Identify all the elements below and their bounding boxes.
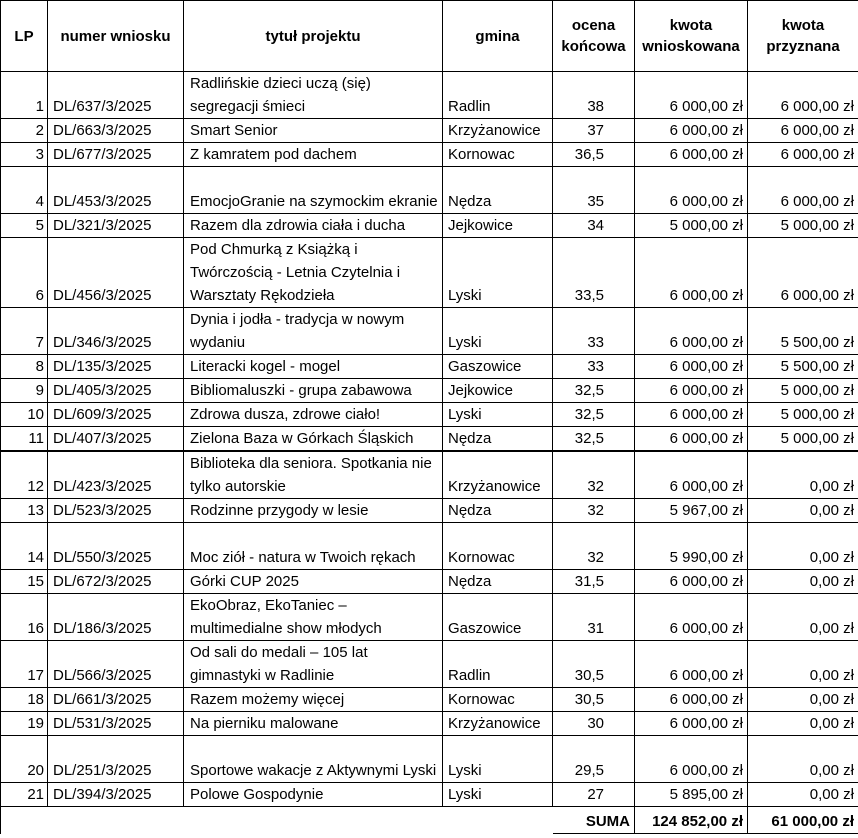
header-row <box>1 1 858 72</box>
row-title: Sportowe wakacje z Aktywnymi Lyski <box>184 736 443 783</box>
row-requested: 5 990,00 zł <box>635 523 748 570</box>
row-score: 30 <box>553 712 635 736</box>
row-title: Rodzinne przygody w lesie <box>184 499 443 523</box>
row-gmina: Jejkowice <box>443 379 553 403</box>
row-title: Razem dla zdrowia ciała i ducha <box>184 214 443 238</box>
row-number: DL/251/3/2025 <box>48 736 184 783</box>
row-score: 29,5 <box>553 736 635 783</box>
table-row <box>1 72 858 119</box>
table-row <box>1 355 858 379</box>
row-title: Biblioteka dla seniora. Spotkania nie tylko autorskie <box>184 451 443 499</box>
row-granted: 0,00 zł <box>748 451 858 499</box>
header-granted: kwota przyznana <box>748 1 858 72</box>
row-title: Zielona Baza w Górkach Śląskich <box>184 427 443 452</box>
row-title: EmocjoGranie na szymockim ekranie <box>184 167 443 214</box>
row-requested: 6 000,00 zł <box>635 570 748 594</box>
row-lp: 21 <box>1 783 48 807</box>
row-gmina: Nędza <box>443 167 553 214</box>
row-number: DL/661/3/2025 <box>48 688 184 712</box>
row-score: 27 <box>553 783 635 807</box>
row-granted: 0,00 zł <box>748 712 858 736</box>
row-requested: 6 000,00 zł <box>635 641 748 688</box>
row-gmina: Radlin <box>443 641 553 688</box>
row-number: DL/550/3/2025 <box>48 523 184 570</box>
row-number: DL/456/3/2025 <box>48 238 184 308</box>
row-lp: 5 <box>1 214 48 238</box>
row-title: EkoObraz, EkoTaniec – multimedialne show młodych <box>184 594 443 641</box>
row-granted: 0,00 zł <box>748 783 858 807</box>
row-number: DL/453/3/2025 <box>48 167 184 214</box>
row-requested: 6 000,00 zł <box>635 355 748 379</box>
row-requested: 5 000,00 zł <box>635 214 748 238</box>
row-score: 30,5 <box>553 688 635 712</box>
row-gmina: Krzyżanowice <box>443 119 553 143</box>
row-lp: 17 <box>1 641 48 688</box>
table-row <box>1 712 858 736</box>
row-title: Literacki kogel - mogel <box>184 355 443 379</box>
row-number: DL/186/3/2025 <box>48 594 184 641</box>
row-lp: 4 <box>1 167 48 214</box>
table-row <box>1 403 858 427</box>
row-lp: 19 <box>1 712 48 736</box>
row-gmina: Gaszowice <box>443 355 553 379</box>
row-requested: 6 000,00 zł <box>635 736 748 783</box>
row-granted: 5 000,00 zł <box>748 403 858 427</box>
row-requested: 5 967,00 zł <box>635 499 748 523</box>
row-number: DL/663/3/2025 <box>48 119 184 143</box>
header-lp: LP <box>1 1 48 72</box>
row-lp: 1 <box>1 72 48 119</box>
row-requested: 6 000,00 zł <box>635 119 748 143</box>
row-granted: 6 000,00 zł <box>748 119 858 143</box>
row-requested: 6 000,00 zł <box>635 594 748 641</box>
table-row <box>1 570 858 594</box>
summary-row <box>1 807 858 834</box>
row-score: 34 <box>553 214 635 238</box>
row-gmina: Kornowac <box>443 688 553 712</box>
table-row <box>1 783 858 807</box>
summary-granted: 61 000,00 zł <box>748 807 858 834</box>
row-score: 32 <box>553 523 635 570</box>
row-title: Moc ziół - natura w Twoich rękach <box>184 523 443 570</box>
row-gmina: Lyski <box>443 783 553 807</box>
header-score: ocena końcowa <box>553 1 635 72</box>
table-row <box>1 214 858 238</box>
row-requested: 6 000,00 zł <box>635 451 748 499</box>
row-number: DL/531/3/2025 <box>48 712 184 736</box>
table-row <box>1 427 858 452</box>
row-granted: 0,00 zł <box>748 594 858 641</box>
row-title: Z kamratem pod dachem <box>184 143 443 167</box>
row-granted: 0,00 zł <box>748 688 858 712</box>
row-lp: 14 <box>1 523 48 570</box>
row-granted: 5 500,00 zł <box>748 355 858 379</box>
table-row <box>1 167 858 214</box>
row-title: Radlińskie dzieci uczą (się) segregacji śmieci <box>184 72 443 119</box>
row-score: 37 <box>553 119 635 143</box>
row-lp: 12 <box>1 451 48 499</box>
row-title: Na pierniku malowane <box>184 712 443 736</box>
table-row <box>1 523 858 570</box>
row-title: Bibliomaluszki - grupa zabawowa <box>184 379 443 403</box>
row-gmina: Jejkowice <box>443 214 553 238</box>
row-granted: 6 000,00 zł <box>748 167 858 214</box>
row-number: DL/677/3/2025 <box>48 143 184 167</box>
row-requested: 6 000,00 zł <box>635 403 748 427</box>
row-granted: 6 000,00 zł <box>748 238 858 308</box>
row-title: Smart Senior <box>184 119 443 143</box>
row-number: DL/672/3/2025 <box>48 570 184 594</box>
row-score: 32 <box>553 451 635 499</box>
row-lp: 13 <box>1 499 48 523</box>
row-lp: 6 <box>1 238 48 308</box>
row-granted: 5 000,00 zł <box>748 214 858 238</box>
summary-label: SUMA <box>553 807 635 834</box>
row-granted: 0,00 zł <box>748 736 858 783</box>
row-title: Razem możemy więcej <box>184 688 443 712</box>
row-lp: 16 <box>1 594 48 641</box>
row-requested: 6 000,00 zł <box>635 688 748 712</box>
row-gmina: Krzyżanowice <box>443 451 553 499</box>
row-gmina: Kornowac <box>443 143 553 167</box>
header-number: numer wniosku <box>48 1 184 72</box>
row-gmina: Krzyżanowice <box>443 712 553 736</box>
row-requested: 6 000,00 zł <box>635 72 748 119</box>
table-row <box>1 641 858 688</box>
table-row <box>1 238 858 308</box>
row-title: Pod Chmurką z Książką i Twórczością - Letnia Czytelnia i Warsztaty Rękodzieła <box>184 238 443 308</box>
table-row <box>1 379 858 403</box>
row-lp: 11 <box>1 427 48 452</box>
row-gmina: Nędza <box>443 499 553 523</box>
row-granted: 5 000,00 zł <box>748 427 858 452</box>
row-score: 32,5 <box>553 427 635 452</box>
row-number: DL/346/3/2025 <box>48 308 184 355</box>
row-gmina: Lyski <box>443 736 553 783</box>
row-lp: 7 <box>1 308 48 355</box>
row-lp: 15 <box>1 570 48 594</box>
row-requested: 6 000,00 zł <box>635 379 748 403</box>
row-granted: 6 000,00 zł <box>748 72 858 119</box>
row-granted: 5 500,00 zł <box>748 308 858 355</box>
row-granted: 0,00 zł <box>748 523 858 570</box>
row-lp: 2 <box>1 119 48 143</box>
row-lp: 9 <box>1 379 48 403</box>
summary-requested: 124 852,00 zł <box>635 807 748 834</box>
row-score: 32,5 <box>553 403 635 427</box>
header-title: tytuł projektu <box>184 1 443 72</box>
table-row <box>1 308 858 355</box>
row-score: 33,5 <box>553 238 635 308</box>
row-number: DL/637/3/2025 <box>48 72 184 119</box>
row-requested: 6 000,00 zł <box>635 427 748 452</box>
row-gmina: Nędza <box>443 427 553 452</box>
row-title: Dynia i jodła - tradycja w nowym wydaniu <box>184 308 443 355</box>
header-requested: kwota wnioskowana <box>635 1 748 72</box>
row-number: DL/135/3/2025 <box>48 355 184 379</box>
row-score: 32,5 <box>553 379 635 403</box>
row-gmina: Lyski <box>443 403 553 427</box>
row-requested: 6 000,00 zł <box>635 143 748 167</box>
row-requested: 6 000,00 zł <box>635 167 748 214</box>
row-granted: 0,00 zł <box>748 641 858 688</box>
row-gmina: Radlin <box>443 72 553 119</box>
row-number: DL/405/3/2025 <box>48 379 184 403</box>
row-requested: 6 000,00 zł <box>635 238 748 308</box>
table-row <box>1 143 858 167</box>
row-lp: 10 <box>1 403 48 427</box>
row-requested: 6 000,00 zł <box>635 712 748 736</box>
row-gmina: Nędza <box>443 570 553 594</box>
row-title: Zdrowa dusza, zdrowe ciało! <box>184 403 443 427</box>
table-row <box>1 688 858 712</box>
table-row <box>1 119 858 143</box>
row-score: 36,5 <box>553 143 635 167</box>
row-title: Polowe Gospodynie <box>184 783 443 807</box>
row-score: 35 <box>553 167 635 214</box>
row-requested: 6 000,00 zł <box>635 308 748 355</box>
row-lp: 20 <box>1 736 48 783</box>
row-number: DL/566/3/2025 <box>48 641 184 688</box>
row-granted: 6 000,00 zł <box>748 143 858 167</box>
row-score: 38 <box>553 72 635 119</box>
row-title: Od sali do medali – 105 lat gimnastyki w Radlinie <box>184 641 443 688</box>
table-row <box>1 736 858 783</box>
row-requested: 5 895,00 zł <box>635 783 748 807</box>
row-granted: 0,00 zł <box>748 499 858 523</box>
row-number: DL/609/3/2025 <box>48 403 184 427</box>
row-score: 33 <box>553 308 635 355</box>
header-gmina: gmina <box>443 1 553 72</box>
row-lp: 18 <box>1 688 48 712</box>
row-number: DL/321/3/2025 <box>48 214 184 238</box>
row-gmina: Kornowac <box>443 523 553 570</box>
table-row <box>1 451 858 499</box>
row-gmina: Lyski <box>443 308 553 355</box>
row-score: 33 <box>553 355 635 379</box>
row-score: 32 <box>553 499 635 523</box>
row-number: DL/523/3/2025 <box>48 499 184 523</box>
table-row <box>1 499 858 523</box>
row-number: DL/423/3/2025 <box>48 451 184 499</box>
row-granted: 0,00 zł <box>748 570 858 594</box>
row-granted: 5 000,00 zł <box>748 379 858 403</box>
row-number: DL/394/3/2025 <box>48 783 184 807</box>
table-row <box>1 594 858 641</box>
row-lp: 8 <box>1 355 48 379</box>
row-gmina: Lyski <box>443 238 553 308</box>
row-title: Górki CUP 2025 <box>184 570 443 594</box>
row-score: 31 <box>553 594 635 641</box>
row-number: DL/407/3/2025 <box>48 427 184 452</box>
row-gmina: Gaszowice <box>443 594 553 641</box>
row-score: 31,5 <box>553 570 635 594</box>
row-lp: 3 <box>1 143 48 167</box>
row-score: 30,5 <box>553 641 635 688</box>
